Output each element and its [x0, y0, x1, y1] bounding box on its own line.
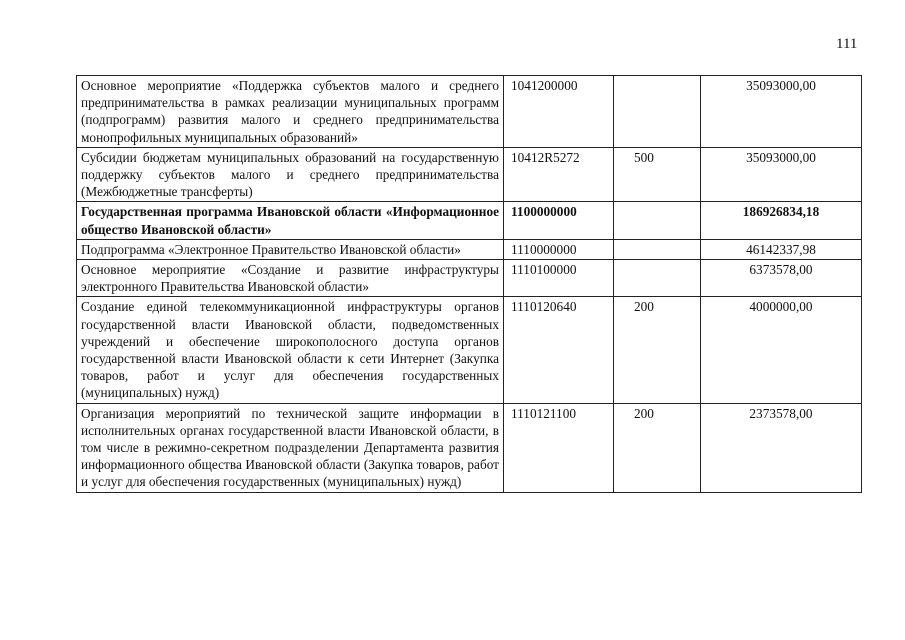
cell-name: Организация мероприятий по технической защите информации в исполнительных органах государственной власти Ивановской области, в том числе в режимно-секретном подразделении Департамента развития информационного общества Ивановской области (Закупка товаров, работ и услуг для обеспечения государственных (муниципальных) нужд)	[77, 403, 504, 492]
cell-type	[614, 76, 701, 148]
cell-code: 1110000000	[504, 239, 614, 259]
cell-amount: 186926834,18	[701, 202, 862, 239]
cell-type: 500	[614, 147, 701, 202]
cell-amount: 35093000,00	[701, 76, 862, 148]
cell-name: Подпрограмма «Электронное Правительство Ивановской области»	[77, 239, 504, 259]
cell-type	[614, 202, 701, 239]
cell-code: 1100000000	[504, 202, 614, 239]
cell-code: 10412R5272	[504, 147, 614, 202]
cell-code: 1110120640	[504, 297, 614, 403]
page-number: 111	[836, 36, 858, 52]
table-row	[77, 239, 862, 259]
cell-code: 1110100000	[504, 260, 614, 297]
cell-code: 1110121100	[504, 403, 614, 492]
cell-name: Основное мероприятие «Поддержка субъектов малого и среднего предпринимательства в рамках реализации муниципальных программ (подпрограмм) развития малого и среднего предпринимательства монопрофильных муниципальных образований»	[77, 76, 504, 148]
cell-name: Государственная программа Ивановской области «Информационное общество Ивановской области»	[77, 202, 504, 239]
table-row	[77, 202, 862, 239]
cell-amount: 6373578,00	[701, 260, 862, 297]
budget-table-body	[77, 76, 862, 493]
table-row	[77, 403, 862, 492]
budget-table	[76, 75, 862, 493]
cell-type	[614, 260, 701, 297]
cell-code: 1041200000	[504, 76, 614, 148]
table-row	[77, 76, 862, 148]
cell-name: Основное мероприятие «Создание и развитие инфраструктуры электронного Правительства Ивановской области»	[77, 260, 504, 297]
cell-type: 200	[614, 403, 701, 492]
cell-amount: 4000000,00	[701, 297, 862, 403]
cell-name: Создание единой телекоммуникационной инфраструктуры органов государственной власти Ивановской области, подведомственных учреждений и обеспечение широкополосного доступа органов государственной власти Ивановской области к сети Интернет (Закупка товаров, работ и услуг для обеспечения государственных (муниципальных) нужд)	[77, 297, 504, 403]
table-row	[77, 297, 862, 403]
cell-name: Субсидии бюджетам муниципальных образований на государственную поддержку субъектов малого и среднего предпринимательства (Межбюджетные трансферты)	[77, 147, 504, 202]
cell-amount: 2373578,00	[701, 403, 862, 492]
table-row	[77, 260, 862, 297]
cell-type	[614, 239, 701, 259]
cell-amount: 35093000,00	[701, 147, 862, 202]
cell-amount: 46142337,98	[701, 239, 862, 259]
table-row	[77, 147, 862, 202]
cell-type: 200	[614, 297, 701, 403]
